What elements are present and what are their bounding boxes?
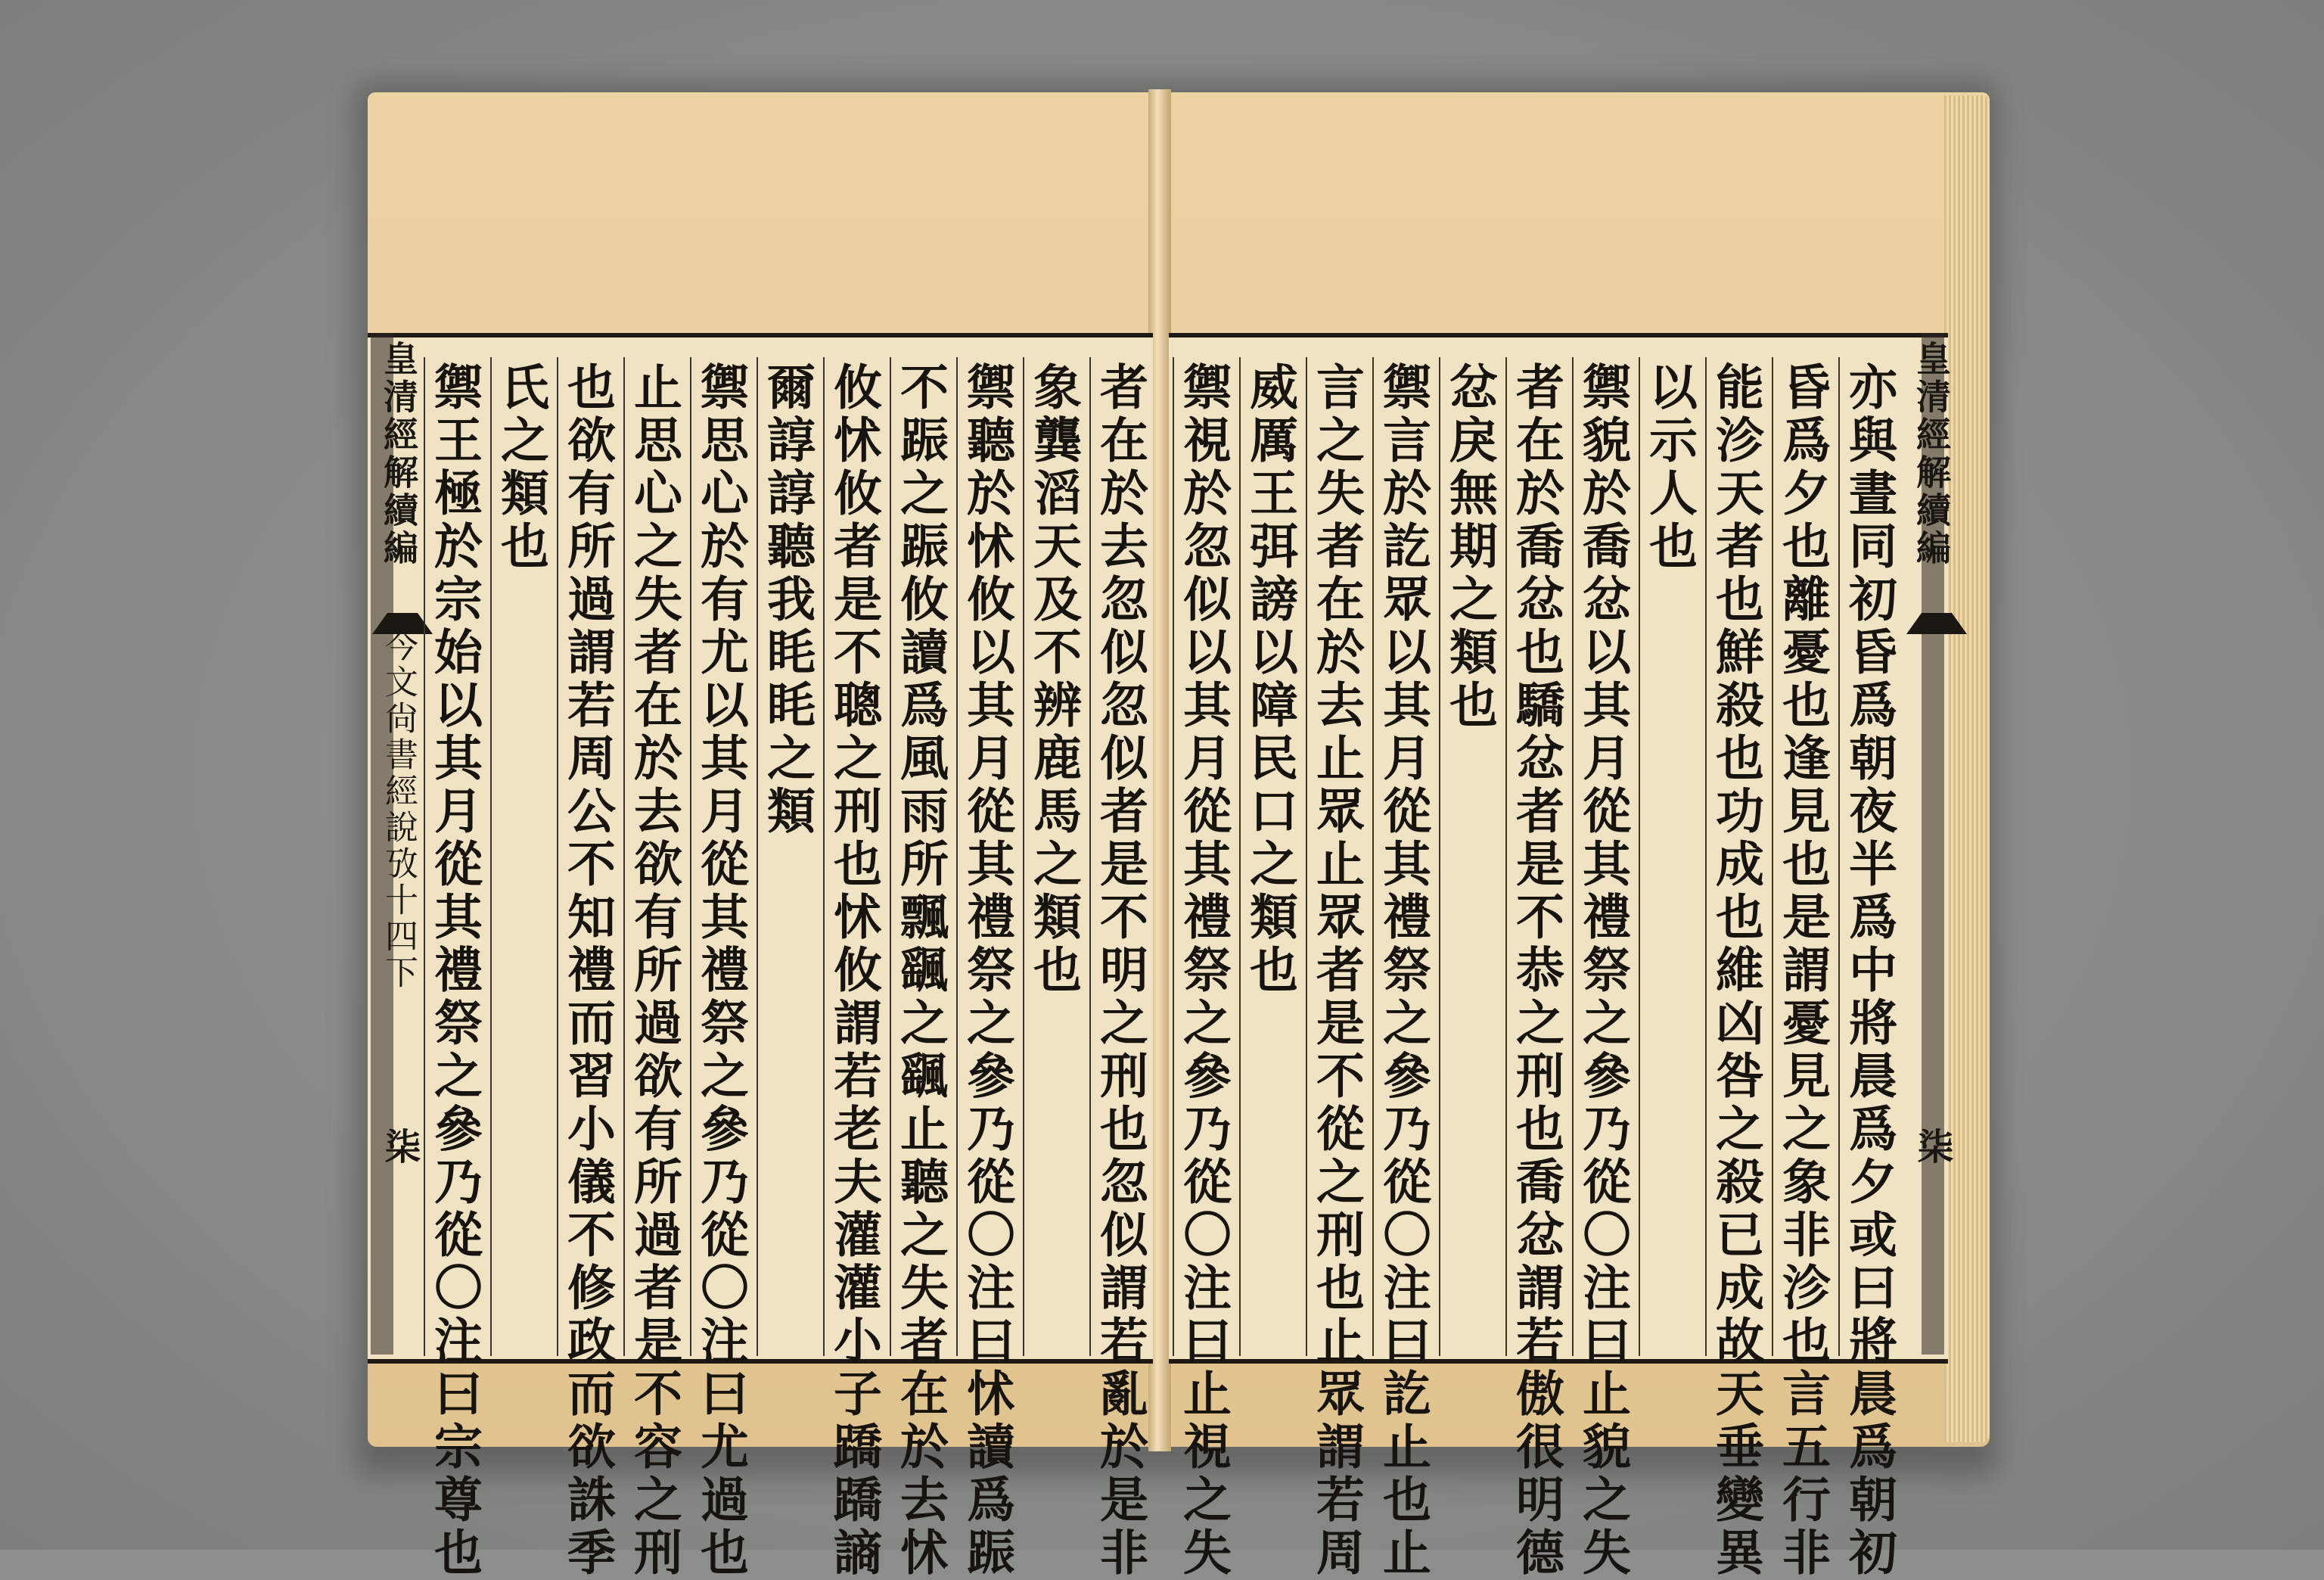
text-column xyxy=(1439,357,1505,1356)
column-text: 禦聽於怵攸以其月從其禮祭之參乃從〇注曰怵讀爲䟴 xyxy=(958,362,1015,1580)
right-book-title: 皇清經解續編 xyxy=(1911,341,1952,568)
column-text: 也欲有所過謂若周公不知禮而習小儀不修政而欲誅季 xyxy=(559,362,616,1580)
text-column xyxy=(1372,357,1439,1580)
text-column xyxy=(956,357,1023,1580)
column-text: 忿戾無期之類也 xyxy=(1441,362,1498,732)
column-text: 言之失者在於去止眾止眾者是不從之刑也止眾謂若周 xyxy=(1308,362,1365,1580)
text-column xyxy=(1306,357,1372,1580)
column-text: 禦視於忽似以其月從其禮祭之參乃從〇注曰止視之失 xyxy=(1175,362,1232,1580)
text-column xyxy=(1838,357,1905,1580)
text-column xyxy=(1173,357,1239,1580)
text-column xyxy=(557,357,623,1580)
column-text: 禦王極於宗始以其月從其禮祭之參乃從〇注曰宗尊也 xyxy=(426,362,483,1580)
column-text: 以示人也 xyxy=(1641,362,1698,574)
left-block-center xyxy=(372,341,421,1347)
text-column xyxy=(890,357,956,1580)
text-column xyxy=(1572,357,1639,1580)
text-column xyxy=(1705,357,1772,1580)
left-book-title: 皇清經解續編 xyxy=(378,341,419,568)
text-column xyxy=(623,357,690,1580)
text-column xyxy=(1772,357,1838,1580)
text-column xyxy=(1505,357,1572,1580)
column-text: 爾諄諄聽我眊眊之類 xyxy=(759,362,816,838)
column-text: 威厲王弭謗以障民口之類也 xyxy=(1241,362,1298,997)
column-text: 禦思心於有尤以其月從其禮祭之參乃從〇注曰尤過也 xyxy=(692,362,749,1580)
text-column xyxy=(1239,357,1306,1356)
fish-tail-mark xyxy=(1906,613,1967,634)
text-column xyxy=(1089,357,1156,1580)
column-text: 攸怵攸者是不聰之刑也怵攸謂若老夫灌灌小子蹻蹻謪 xyxy=(825,362,882,1580)
column-text: 止思心之失者在於去欲有所過欲有所過者是不容之刑 xyxy=(626,362,682,1580)
column-text: 昏爲夕也離憂也逢見也是謂憂見之象非沴也言五行非 xyxy=(1774,362,1831,1580)
column-text: 禦貌於喬忿以其月從其禮祭之參乃從〇注曰止貌之失 xyxy=(1574,362,1631,1580)
text-column xyxy=(690,357,757,1580)
column-text: 象龔滔天及不辨鹿馬之類也 xyxy=(1025,362,1082,997)
page-edges xyxy=(1944,95,1990,1442)
column-text: 者在於去忽似忽似者是不明之刑也忽似謂若亂於是非 xyxy=(1092,362,1148,1580)
column-text: 禦言於訖眾以其月從其禮祭之參乃從〇注曰訖止也止 xyxy=(1375,362,1431,1580)
text-column xyxy=(1023,357,1089,1356)
column-text: 亦與晝同初昏爲朝夜半爲中將晨爲夕或曰將晨爲朝初 xyxy=(1841,362,1897,1580)
column-text: 能沴天者也鮮殺也功成也維凶咎之殺已成故天垂變異 xyxy=(1707,362,1764,1580)
text-column xyxy=(1639,357,1705,1356)
left-page-number: 柒 xyxy=(378,1127,421,1167)
right-block-center xyxy=(1906,341,1953,1347)
text-column xyxy=(823,357,890,1580)
column-text: 不䟴之䟴攸讀爲風雨所飄颻之颻止聽之失者在於去怵 xyxy=(892,362,949,1580)
text-column xyxy=(424,357,490,1580)
column-text: 氏之類也 xyxy=(492,362,549,574)
right-page-number: 柒 xyxy=(1911,1127,1953,1167)
column-text: 者在於喬忿也驕忿者是不恭之刑也喬忿謂若傲很明德 xyxy=(1508,362,1564,1580)
text-column xyxy=(490,357,557,1356)
left-chapter-title: 今文尙書經說攷十四下 xyxy=(379,628,418,991)
text-column xyxy=(757,357,823,1356)
